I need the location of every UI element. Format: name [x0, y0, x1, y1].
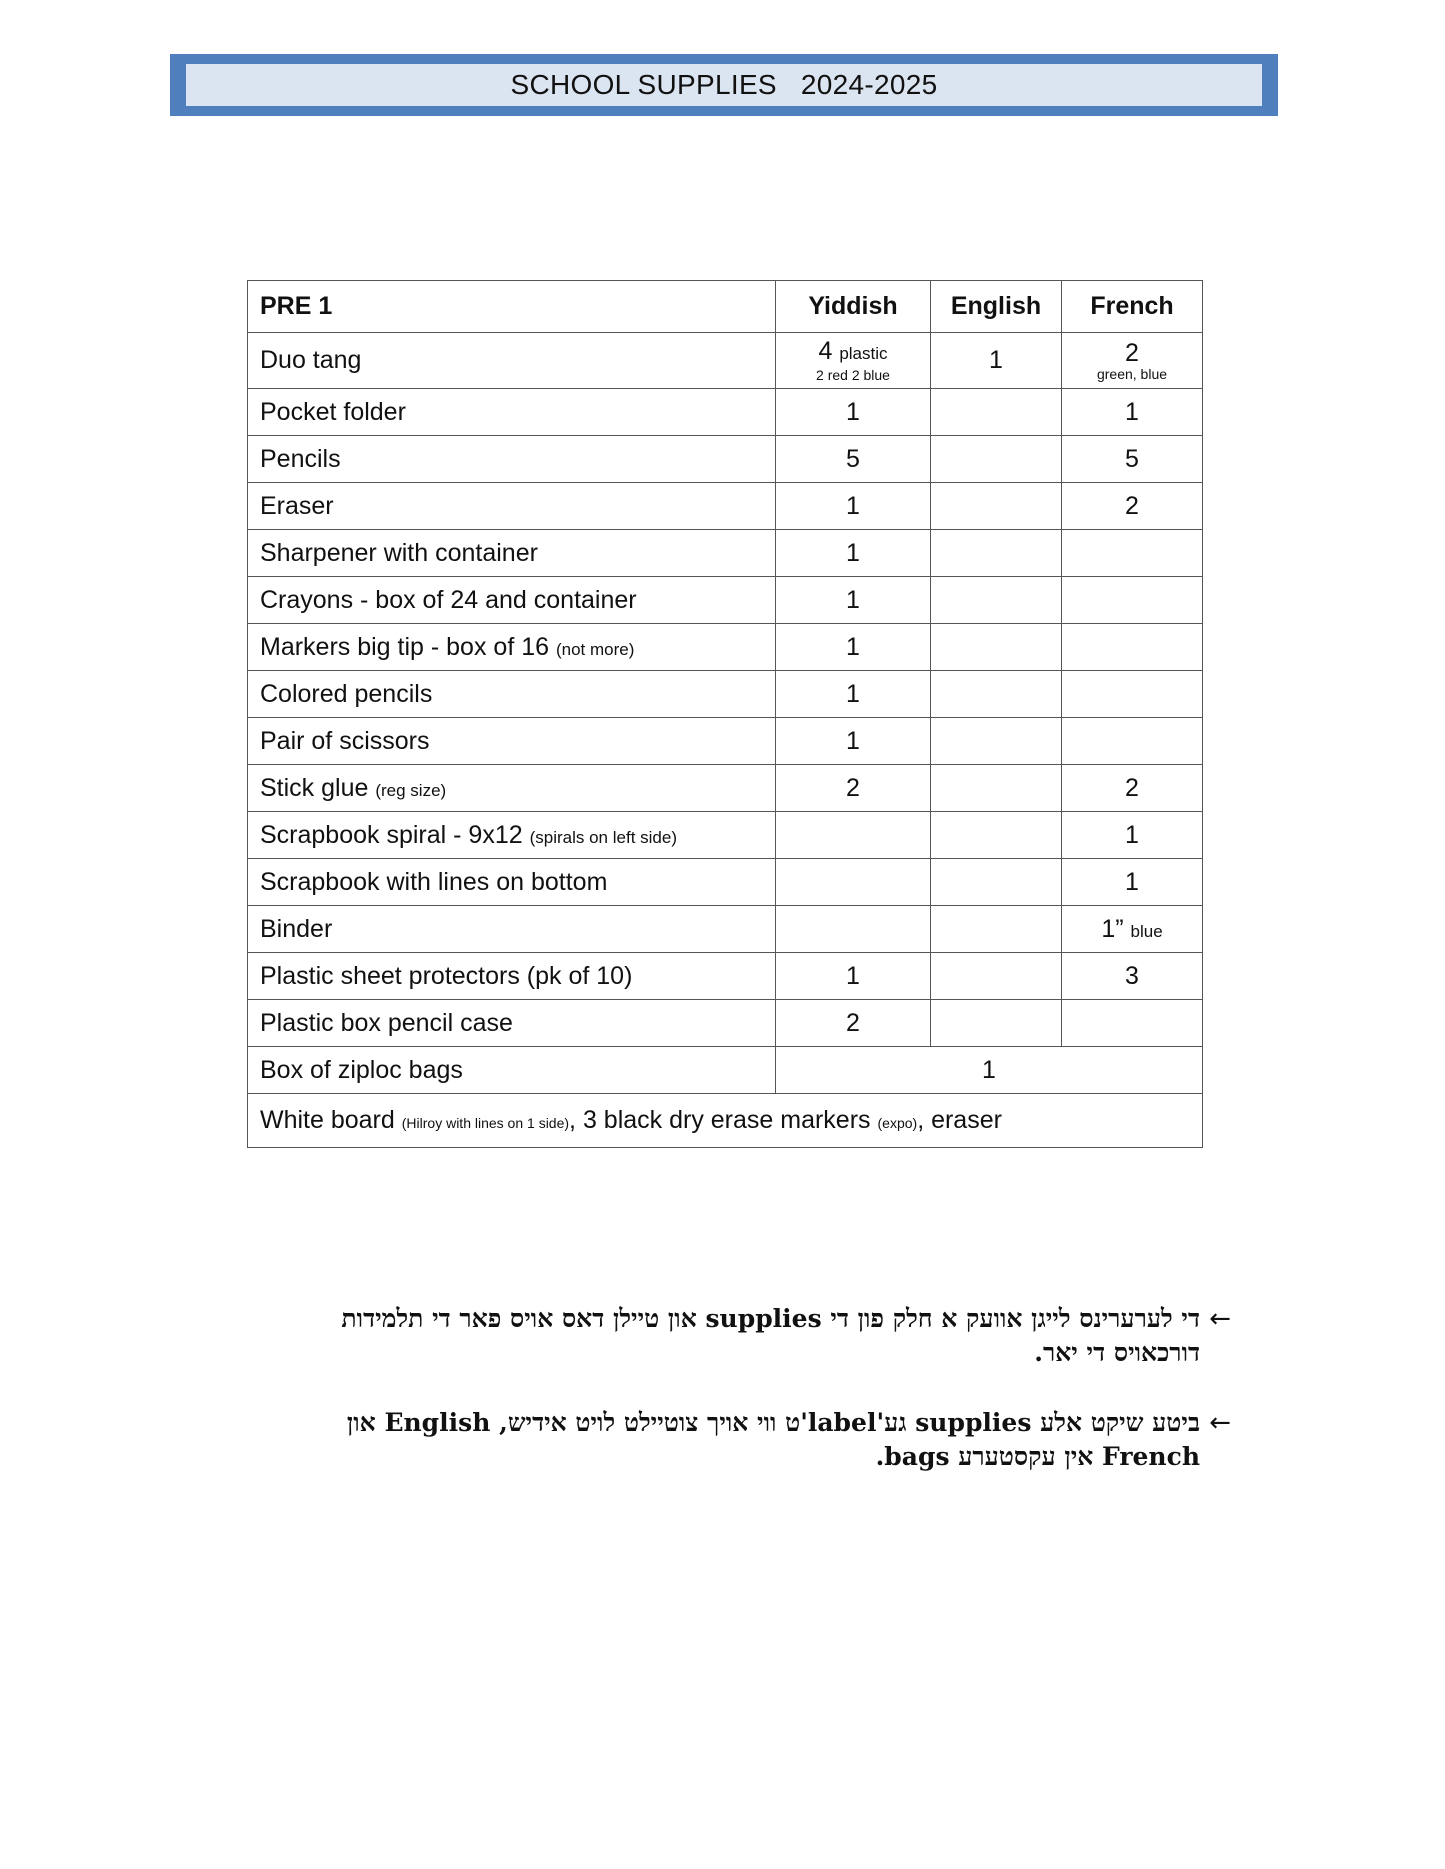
- table-row: [248, 812, 1203, 859]
- yiddish-count: 1: [776, 953, 931, 1000]
- supplies-table: [247, 280, 1203, 1148]
- english-count: 1: [931, 333, 1062, 389]
- item-label: Crayons - box of 24 and container: [260, 585, 637, 614]
- note-item: [255, 1302, 1240, 1370]
- yiddish-count: 5: [776, 436, 931, 483]
- table-row: [248, 718, 1203, 765]
- whiteboard-text-2: , 3 black dry erase markers: [569, 1106, 871, 1134]
- english-count: [931, 906, 1062, 953]
- french-count: 1: [1062, 859, 1203, 906]
- table-row: [248, 624, 1203, 671]
- notes-section: [255, 1302, 1240, 1510]
- french-count: [1062, 906, 1203, 953]
- english-count: [931, 765, 1062, 812]
- english-count: [931, 436, 1062, 483]
- item-cell: [248, 671, 776, 718]
- french-count: [1062, 577, 1203, 624]
- item-cell: [248, 1000, 776, 1047]
- title-banner: [170, 54, 1278, 116]
- french-count: [1062, 530, 1203, 577]
- table-row: [248, 671, 1203, 718]
- french-count: [1062, 1000, 1203, 1047]
- table-header-row: [248, 281, 1203, 333]
- yiddish-count: 1: [776, 718, 931, 765]
- french-count: 5: [1062, 436, 1203, 483]
- english-count: [931, 530, 1062, 577]
- item-cell: [248, 718, 776, 765]
- whiteboard-item: [248, 1094, 1203, 1148]
- note-text: די לערערינס לייגן אוועק א חלק פון די supplies און טיילן דאס אויס פאר די תלמידות דורכאויס די יאר.: [341, 1304, 1200, 1367]
- item-cell: [248, 624, 776, 671]
- english-count: [931, 624, 1062, 671]
- french-count: [1062, 333, 1203, 389]
- item-label: Plastic box pencil case: [260, 1008, 513, 1037]
- yiddish-count-number: 4: [818, 337, 833, 365]
- item-label: Pair of scissors: [260, 726, 430, 755]
- item-label: Stick glue: [260, 773, 369, 802]
- table-row: [248, 906, 1203, 953]
- header-english: English: [931, 281, 1062, 333]
- item-label: Colored pencils: [260, 679, 433, 708]
- item-label: Eraser: [260, 491, 334, 520]
- english-count: [931, 483, 1062, 530]
- table-row: [248, 765, 1203, 812]
- yiddish-count: 2: [776, 765, 931, 812]
- whiteboard-text-3: , eraser: [917, 1106, 1002, 1134]
- page-title: SCHOOL SUPPLIES: [510, 69, 777, 100]
- note-text: ביטע שיקט אלע supplies גע'label'ט ווי אויך צוטיילט לויט אידיש, English און French אין עקסטערע bags.: [346, 1408, 1200, 1471]
- table-row: [248, 530, 1203, 577]
- english-count: [931, 1000, 1062, 1047]
- arrow-left-icon: ←: [1209, 1408, 1231, 1438]
- table-row: [248, 1094, 1203, 1148]
- item-label: Scrapbook spiral - 9x12: [260, 820, 523, 849]
- table-rows-extra: [248, 953, 1203, 1047]
- binder-size: 1”: [1101, 914, 1124, 943]
- yiddish-count: 1: [776, 671, 931, 718]
- item-label: Markers big tip - box of 16: [260, 632, 550, 661]
- header-french: French: [1062, 281, 1203, 333]
- item-label: Binder: [248, 906, 776, 953]
- item-cell: [248, 483, 776, 530]
- yiddish-count: 2: [776, 1000, 931, 1047]
- item-cell: [248, 859, 776, 906]
- arrow-left-icon: ←: [1209, 1304, 1231, 1334]
- yiddish-count: 1: [776, 530, 931, 577]
- english-count: [931, 389, 1062, 436]
- item-label: Plastic sheet protectors (pk of 10): [260, 961, 633, 990]
- table-row: [248, 389, 1203, 436]
- yiddish-count: 1: [776, 389, 931, 436]
- item-cell: [248, 530, 776, 577]
- header-yiddish: Yiddish: [776, 281, 931, 333]
- whiteboard-note-1: (Hilroy with lines on 1 side): [401, 1115, 570, 1131]
- french-count-number: 2: [1125, 338, 1139, 367]
- item-cell: [248, 953, 776, 1000]
- french-count: 1: [1062, 389, 1203, 436]
- table-row: [248, 483, 1203, 530]
- whiteboard-text-1: White board: [260, 1106, 395, 1134]
- yiddish-count-type: plastic: [839, 344, 888, 363]
- yiddish-count: [776, 859, 931, 906]
- table-row: [248, 577, 1203, 624]
- table-row: [248, 953, 1203, 1000]
- yiddish-count: 1: [776, 624, 931, 671]
- french-count: 3: [1062, 953, 1203, 1000]
- item-note: (spirals on left side): [529, 827, 677, 847]
- french-count: 2: [1062, 483, 1203, 530]
- table-rows-main: [248, 389, 1203, 906]
- french-count: [1062, 718, 1203, 765]
- table-row: [248, 1047, 1203, 1094]
- english-count: [931, 812, 1062, 859]
- item-note: (reg size): [375, 780, 447, 800]
- item-cell: [248, 812, 776, 859]
- binder-color: blue: [1130, 921, 1163, 941]
- yiddish-count: 1: [776, 577, 931, 624]
- item-label: Pocket folder: [260, 397, 406, 426]
- table-row: [248, 436, 1203, 483]
- item-note: (not more): [555, 639, 635, 659]
- yiddish-count: 1: [776, 483, 931, 530]
- item-label: Duo tang: [248, 333, 776, 389]
- item-cell: [248, 577, 776, 624]
- french-count: [1062, 671, 1203, 718]
- yiddish-count-note: 2 red 2 blue: [816, 367, 890, 383]
- french-count: [1062, 624, 1203, 671]
- french-count: 1: [1062, 812, 1203, 859]
- item-cell: [248, 389, 776, 436]
- english-count: [931, 671, 1062, 718]
- yiddish-count: [776, 812, 931, 859]
- header-grade: PRE 1: [248, 281, 776, 333]
- item-cell: [248, 436, 776, 483]
- school-year: 2024-2025: [800, 69, 938, 100]
- yiddish-count: [776, 333, 931, 389]
- english-count: [931, 859, 1062, 906]
- item-cell: [248, 765, 776, 812]
- english-count: [931, 577, 1062, 624]
- item-label: Scrapbook with lines on bottom: [260, 867, 608, 896]
- french-count: 2: [1062, 765, 1203, 812]
- table-row: [248, 859, 1203, 906]
- title-inner: [186, 64, 1262, 106]
- table-row: [248, 1000, 1203, 1047]
- note-item: [255, 1406, 1240, 1474]
- table-row: [248, 333, 1203, 389]
- item-label: Pencils: [260, 444, 341, 473]
- english-count: [931, 953, 1062, 1000]
- yiddish-count: [776, 906, 931, 953]
- item-label: Box of ziploc bags: [248, 1047, 776, 1094]
- english-count: [931, 718, 1062, 765]
- item-label: Sharpener with container: [260, 538, 538, 567]
- shared-count: 1: [776, 1047, 1203, 1094]
- whiteboard-note-2: (expo): [877, 1115, 918, 1131]
- french-count-note: green, blue: [1096, 365, 1168, 382]
